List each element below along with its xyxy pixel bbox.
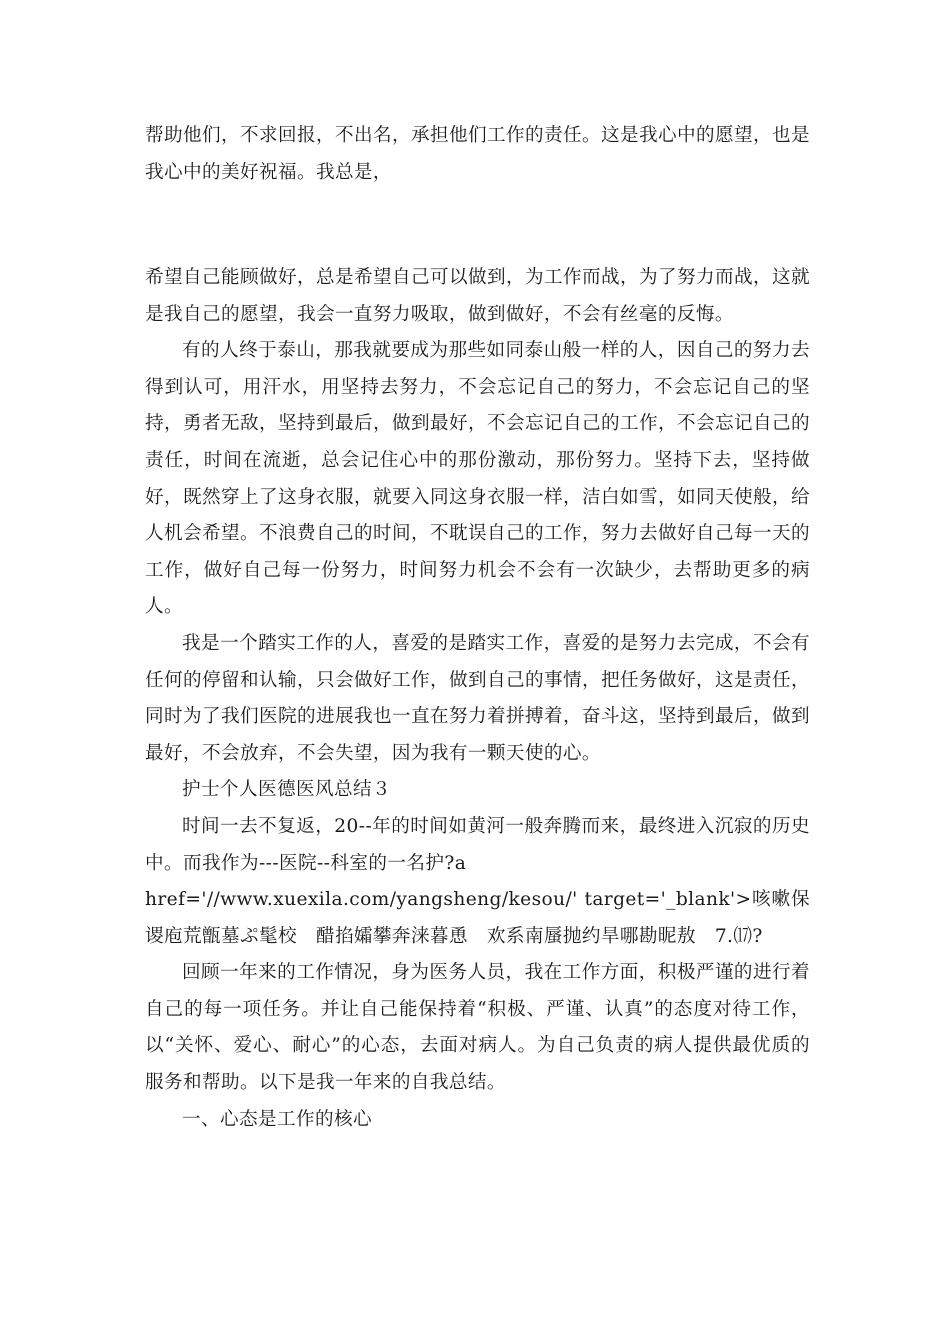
heading-attitude-core: 一、心态是工作的核心 (182, 1108, 372, 1130)
paragraph-garbled-link-text: href='//www.xuexila.com/yangsheng/kesou/' target='_blank'>咳嗽保 谡庖荒甑墓ぷ髦校 醋掐孀攀奔涞暮恿 欢系南蜃抛约旱哪勘昵敖 7.⒄? (145, 889, 829, 947)
paragraph-time-passes: 时间一去不复返，20--年的时间如黄河一般奔腾而来，最终进入沉寂的历史中。而我作为---医院--科室的一名护?a (145, 815, 810, 874)
text-block-top (145, 118, 810, 191)
paragraph-hope-do-well: 希望自己能顾做好，总是希望自己可以做到，为工作而战，为了努力而战，这就是我自己的愿望，我会一直努力吸取，做到做好，不会有丝毫的反悔。 (145, 267, 810, 325)
paragraph-mount-tai: 有的人终于泰山，那我就要成为那些如同泰山般一样的人，因自己的努力去得到认可，用汗水，用坚持去努力，不会忘记自己的努力，不会忘记自己的坚持，勇者无敌，坚持到最后，做到最好，不会忘记自己的工作，不会忘记自己的责任，时间在流逝，总会记住心中的那份激动，那份努力。坚持下去，坚持做好，既然穿上了这身衣服，就要入同这身衣服一样，洁白如雪，如同天使般，给人机会希望。不浪费自己的时间，不耽误自己的工作，努力去做好自己每一天的工作，做好自己每一份努力，时间努力机会不会有一次缺少，去帮助更多的病人。 (145, 340, 810, 618)
paragraph-wish-continued: 帮助他们，不求回报，不出名，承担他们工作的责任。这是我心中的愿望，也是我心中的美好祝福。我总是， (145, 125, 810, 183)
paragraph-steady-worker: 我是一个踏实工作的人，喜爱的是踏实工作，喜爱的是努力去完成，不会有任何的停留和认输，只会做好工作，做到自己的事情，把任务做好，这是责任，同时为了我们医院的进展我也一直在努力着拼搏着，奋斗这，坚持到最后，做到最好，不会放弃，不会失望，因为我有一颗天使的心。 (145, 632, 810, 764)
paragraph-year-review: 回顾一年来的工作情况，身为医务人员，我在工作方面，积极严谨的进行着自己的每一项任务。并让自己能保持着“积极、严谨、认真”的态度对待工作，以“关怀、爱心、耐心”的心态，去面对病人。为自己负责的病人提供最优质的服务和帮助。以下是我一年来的自我总结。 (145, 962, 810, 1094)
section-title-summary-3: 护士个人医德医风总结３ (182, 779, 391, 801)
text-block-main (145, 260, 829, 1138)
